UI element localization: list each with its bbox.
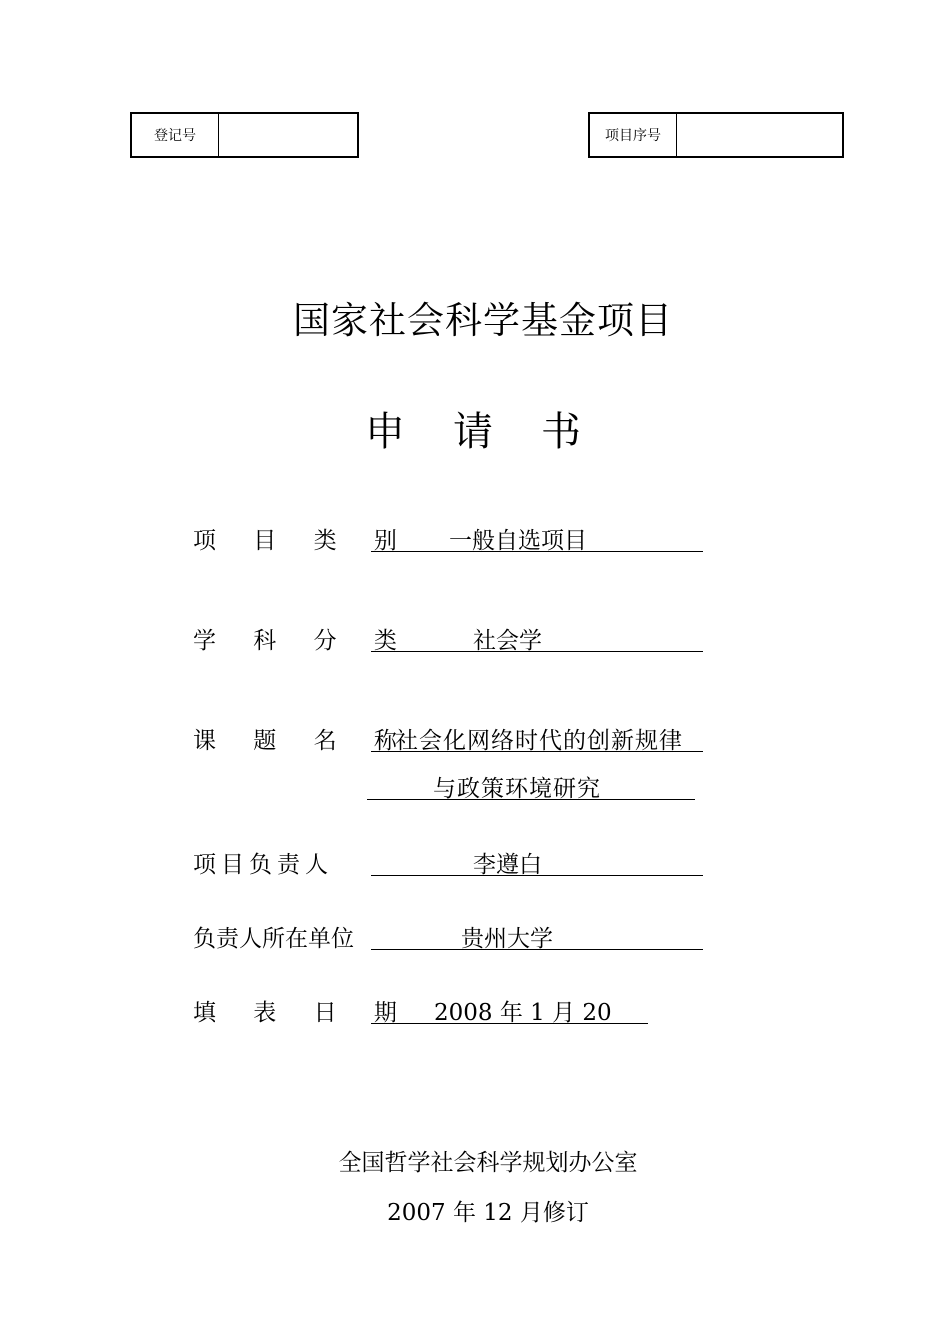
topic-field-line1[interactable]	[371, 722, 703, 752]
fill-date-label: 填 表 日 期	[193, 1000, 412, 1026]
topic-value-line2: 与政策环境研究	[433, 776, 601, 802]
registration-number-field[interactable]	[219, 114, 357, 156]
project-leader-label: 项目负责人	[193, 852, 333, 878]
project-leader-row	[193, 846, 713, 878]
leader-unit-value: 贵州大学	[461, 926, 553, 952]
project-leader-field[interactable]	[371, 846, 703, 876]
fill-date-field[interactable]	[371, 994, 648, 1024]
project-category-row	[193, 522, 713, 554]
fill-date-value: 2008 年 1 月 20	[434, 1000, 612, 1026]
discipline-value: 社会学	[473, 628, 542, 654]
project-category-label: 项 目 类 别	[193, 528, 412, 554]
document-subtitle: 申请书	[365, 409, 629, 455]
project-category-value: 一般自选项目	[449, 528, 587, 554]
leader-unit-field[interactable]	[371, 920, 703, 950]
project-number-field[interactable]	[677, 114, 842, 156]
topic-row-continued	[193, 770, 713, 802]
leader-unit-row	[193, 920, 713, 952]
topic-field-line2[interactable]	[367, 770, 695, 800]
project-number-box	[588, 112, 844, 158]
project-number-label: 项目序号	[590, 114, 677, 156]
issuing-organization: 全国哲学社会科学规划办公室	[338, 1150, 638, 1176]
revision-date: 2007 年 12 月修订	[387, 1200, 589, 1226]
registration-number-label: 登记号	[132, 114, 219, 156]
discipline-field[interactable]	[371, 622, 703, 652]
discipline-row	[193, 622, 713, 654]
topic-row	[193, 722, 713, 754]
fill-date-row	[193, 994, 713, 1026]
document-title: 国家社会科学基金项目	[293, 299, 673, 342]
discipline-label: 学 科 分 类	[193, 628, 412, 654]
project-category-field[interactable]	[371, 522, 703, 552]
registration-number-box	[130, 112, 359, 158]
leader-unit-label: 负责人所在单位	[193, 926, 354, 952]
topic-label: 课 题 名 称	[193, 728, 412, 754]
project-leader-value: 李遵白	[473, 852, 542, 878]
topic-value-line1: 社会化网络时代的创新规律	[395, 728, 683, 754]
